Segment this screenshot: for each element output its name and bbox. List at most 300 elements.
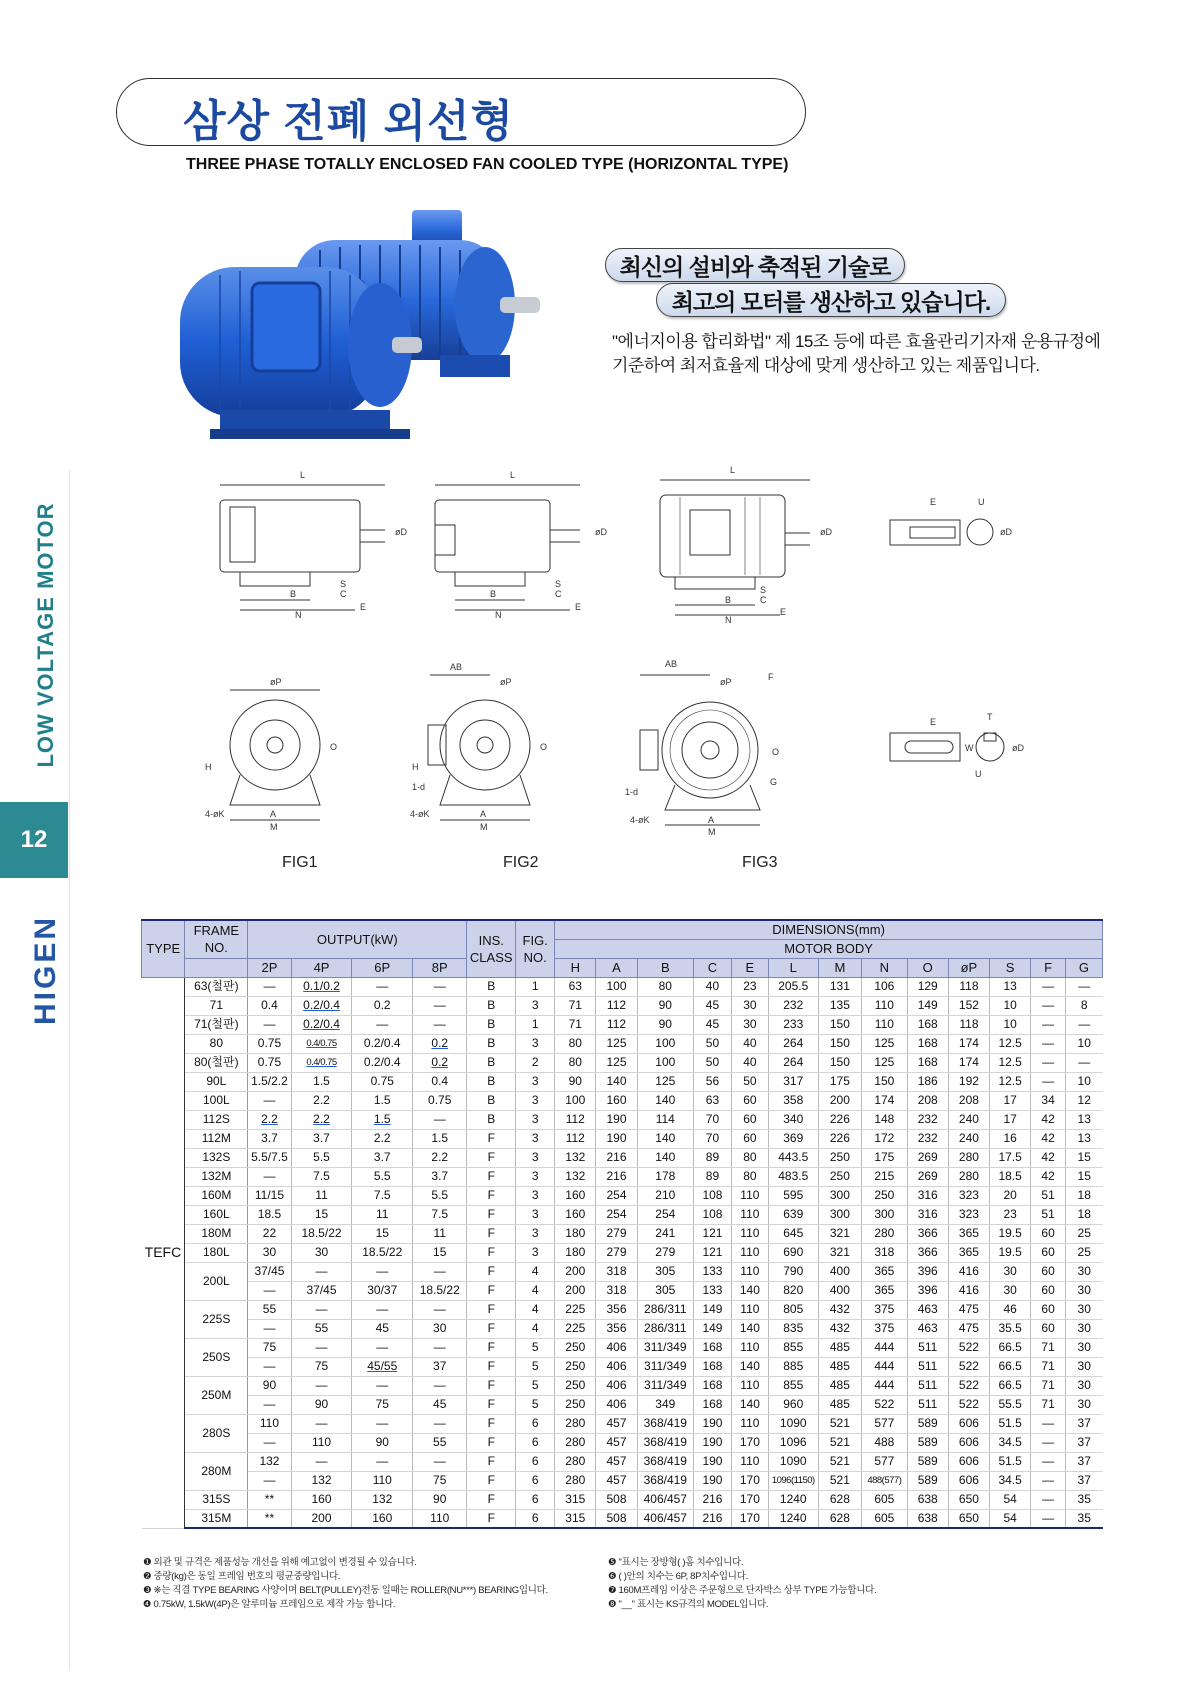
table-cell: — xyxy=(1031,1015,1066,1034)
table-cell: 522 xyxy=(862,1395,908,1414)
header-dim-e: E xyxy=(731,958,768,977)
table-row xyxy=(142,1262,1103,1281)
table-cell: 279 xyxy=(637,1243,693,1262)
table-cell: 650 xyxy=(948,1490,989,1509)
table-cell: 210 xyxy=(637,1186,693,1205)
table-row xyxy=(142,1395,1103,1414)
table-cell: — xyxy=(248,1357,291,1376)
table-cell: 71 xyxy=(1031,1376,1066,1395)
table-cell: F xyxy=(467,1471,516,1490)
table-cell: 80 xyxy=(637,977,693,996)
table-cell: — xyxy=(248,1395,291,1414)
table-cell: 457 xyxy=(596,1471,637,1490)
table-cell: 186 xyxy=(907,1072,948,1091)
table-cell: — xyxy=(413,1262,467,1281)
frame-cell: 250S xyxy=(185,1338,248,1376)
table-cell: F xyxy=(467,1300,516,1319)
header-pole-2p: 2P xyxy=(248,958,291,977)
table-cell: 2.2 xyxy=(291,1110,352,1129)
table-cell: 368/419 xyxy=(637,1471,693,1490)
table-row xyxy=(142,1243,1103,1262)
header-pole-6p: 6P xyxy=(352,958,413,977)
table-cell: 240 xyxy=(948,1110,989,1129)
table-cell: 148 xyxy=(862,1110,908,1129)
table-cell: 264 xyxy=(768,1034,818,1053)
table-cell: 311/349 xyxy=(637,1338,693,1357)
table-cell: 368/419 xyxy=(637,1433,693,1452)
page-number: 12 xyxy=(0,802,68,878)
table-cell: 175 xyxy=(862,1148,908,1167)
table-cell: 23 xyxy=(990,1205,1031,1224)
table-cell: 340 xyxy=(768,1110,818,1129)
table-cell: 18 xyxy=(1065,1186,1102,1205)
frame-cell: 280S xyxy=(185,1414,248,1452)
table-row xyxy=(142,1433,1103,1452)
table-cell: 416 xyxy=(948,1281,989,1300)
header-dim-s: S xyxy=(990,958,1031,977)
table-cell: 3 xyxy=(516,996,555,1015)
table-cell: 521 xyxy=(818,1452,861,1471)
table-cell: — xyxy=(248,1471,291,1490)
table-cell: 650 xyxy=(948,1509,989,1528)
table-cell: 396 xyxy=(907,1281,948,1300)
table-cell: F xyxy=(467,1338,516,1357)
table-cell: 30 xyxy=(1065,1300,1102,1319)
table-cell: 3 xyxy=(516,1148,555,1167)
table-cell: 34 xyxy=(1031,1091,1066,1110)
table-row xyxy=(142,1319,1103,1338)
table-cell: 0.4/0.75 xyxy=(291,1034,352,1053)
table-cell: 457 xyxy=(596,1414,637,1433)
table-cell: 30 xyxy=(990,1281,1031,1300)
table-cell: 60 xyxy=(1031,1243,1066,1262)
svg-text:E: E xyxy=(575,602,582,612)
table-cell: 3 xyxy=(516,1243,555,1262)
table-cell: 110 xyxy=(413,1509,467,1528)
table-cell: 149 xyxy=(693,1300,731,1319)
header-ins: INS. CLASS xyxy=(467,920,516,977)
table-cell: 3.7 xyxy=(248,1129,291,1148)
table-cell: — xyxy=(248,1091,291,1110)
header-output: OUTPUT(kW) xyxy=(248,920,467,958)
page-title-box xyxy=(116,78,806,146)
table-cell: 443.5 xyxy=(768,1148,818,1167)
table-cell: 35.5 xyxy=(990,1319,1031,1338)
table-cell: 45/55 xyxy=(352,1357,413,1376)
table-cell: 174 xyxy=(862,1091,908,1110)
fig1-label: FIG1 xyxy=(282,854,318,871)
note-item: ❷ 중량(kg)은 동일 프레임 번호의 평균중량입니다. xyxy=(143,1571,341,1582)
svg-text:N: N xyxy=(495,610,502,620)
table-cell: 205.5 xyxy=(768,977,818,996)
table-cell: B xyxy=(467,1091,516,1110)
table-cell: — xyxy=(413,1452,467,1471)
header-pole-4p: 4P xyxy=(291,958,352,977)
table-cell: 368/419 xyxy=(637,1414,693,1433)
table-cell: ** xyxy=(248,1509,291,1528)
table-cell: F xyxy=(467,1243,516,1262)
svg-text:L: L xyxy=(730,465,736,475)
table-cell: F xyxy=(467,1186,516,1205)
table-cell: 178 xyxy=(637,1167,693,1186)
table-cell: 311/349 xyxy=(637,1376,693,1395)
table-cell: 56 xyxy=(693,1072,731,1091)
table-cell: 112 xyxy=(596,996,637,1015)
header-pole-8p: 8P xyxy=(413,958,467,977)
table-cell: 30 xyxy=(1065,1319,1102,1338)
table-row xyxy=(142,1148,1103,1167)
table-cell: 60 xyxy=(1031,1319,1066,1338)
frame-cell: 315M xyxy=(185,1509,248,1528)
table-cell: 279 xyxy=(596,1224,637,1243)
table-cell: 463 xyxy=(907,1319,948,1338)
table-cell: 110 xyxy=(862,1015,908,1034)
table-cell: 168 xyxy=(693,1395,731,1414)
table-cell: 1.5/2.2 xyxy=(248,1072,291,1091)
table-cell: 200 xyxy=(555,1281,596,1300)
svg-text:AB: AB xyxy=(665,659,678,669)
note-item: ❽ "__" 표시는 KS규격의 MODEL입니다. xyxy=(608,1599,769,1610)
table-cell: 358 xyxy=(768,1091,818,1110)
table-cell: 18.5 xyxy=(990,1167,1031,1186)
table-cell: 315 xyxy=(555,1509,596,1528)
table-cell: 250 xyxy=(818,1148,861,1167)
note-item: ❹ 0.75kW, 1.5kW(4P)은 알루미늄 프레임으로 제작 가능 합니다. xyxy=(143,1599,396,1610)
table-cell: 316 xyxy=(907,1205,948,1224)
table-cell: 2 xyxy=(516,1053,555,1072)
table-cell: 416 xyxy=(948,1262,989,1281)
table-cell: 232 xyxy=(768,996,818,1015)
table-cell: 90 xyxy=(291,1395,352,1414)
table-cell: 365 xyxy=(948,1224,989,1243)
table-cell: 226 xyxy=(818,1110,861,1129)
table-cell: 690 xyxy=(768,1243,818,1262)
table-cell: 170 xyxy=(731,1490,768,1509)
table-cell: 208 xyxy=(948,1091,989,1110)
header-dim-f: F xyxy=(1031,958,1066,977)
header-dim-b: B xyxy=(637,958,693,977)
table-cell: 3 xyxy=(516,1129,555,1148)
table-cell: — xyxy=(1065,1015,1102,1034)
frame-cell: 180L xyxy=(185,1243,248,1262)
table-cell: 522 xyxy=(948,1376,989,1395)
table-cell: 110 xyxy=(731,1414,768,1433)
table-cell: F xyxy=(467,1414,516,1433)
table-cell: 150 xyxy=(862,1072,908,1091)
header-dimensions: DIMENSIONS(mm) xyxy=(555,920,1103,939)
table-cell: F xyxy=(467,1376,516,1395)
table-cell: 174 xyxy=(948,1034,989,1053)
svg-text:G: G xyxy=(770,777,778,787)
table-cell: 30 xyxy=(1065,1262,1102,1281)
table-cell: 35 xyxy=(1065,1509,1102,1528)
table-cell: 55 xyxy=(248,1300,291,1319)
table-cell: 125 xyxy=(596,1034,637,1053)
table-row xyxy=(142,1357,1103,1376)
table-cell: 323 xyxy=(948,1186,989,1205)
table-cell: 140 xyxy=(637,1091,693,1110)
table-cell: F xyxy=(467,1262,516,1281)
table-cell: 18.5/22 xyxy=(413,1281,467,1300)
table-cell: 485 xyxy=(818,1376,861,1395)
table-cell: 280 xyxy=(555,1452,596,1471)
table-cell: 0.2/0.4 xyxy=(291,996,352,1015)
table-cell: 108 xyxy=(693,1205,731,1224)
table-cell: 7.5 xyxy=(291,1167,352,1186)
frame-cell: 80(철판) xyxy=(185,1053,248,1072)
frame-cell: 80 xyxy=(185,1034,248,1053)
table-cell: 45 xyxy=(693,1015,731,1034)
header-dim-h: H xyxy=(555,958,596,977)
table-cell: 37/45 xyxy=(291,1281,352,1300)
frame-cell: 71 xyxy=(185,996,248,1015)
table-cell: 51.5 xyxy=(990,1452,1031,1471)
header-dim-g: G xyxy=(1065,958,1102,977)
table-cell: 42 xyxy=(1031,1129,1066,1148)
header-type: TYPE xyxy=(142,920,185,977)
table-cell: 80 xyxy=(731,1167,768,1186)
table-cell: 114 xyxy=(637,1110,693,1129)
svg-text:T: T xyxy=(987,712,993,722)
frame-cell: 112S xyxy=(185,1110,248,1129)
table-cell: 37 xyxy=(413,1357,467,1376)
table-cell: 10 xyxy=(1065,1072,1102,1091)
table-cell: 75 xyxy=(352,1395,413,1414)
table-cell: 365 xyxy=(862,1281,908,1300)
table-cell: 70 xyxy=(693,1110,731,1129)
table-cell: 300 xyxy=(818,1186,861,1205)
svg-text:A: A xyxy=(270,809,277,819)
table-cell: 1.5 xyxy=(352,1091,413,1110)
table-cell: 321 xyxy=(818,1243,861,1262)
table-cell: 254 xyxy=(596,1205,637,1224)
table-cell: 6 xyxy=(516,1433,555,1452)
svg-text:S: S xyxy=(555,579,562,589)
table-cell: 368/419 xyxy=(637,1452,693,1471)
table-cell: 60 xyxy=(731,1110,768,1129)
table-cell: 1.5 xyxy=(352,1110,413,1129)
table-cell: — xyxy=(413,996,467,1015)
table-cell: 0.75 xyxy=(352,1072,413,1091)
table-cell: F xyxy=(467,1509,516,1528)
svg-text:N: N xyxy=(725,615,732,625)
table-cell: — xyxy=(352,1452,413,1471)
table-cell: 5.5 xyxy=(291,1148,352,1167)
table-row xyxy=(142,1091,1103,1110)
table-cell: B xyxy=(467,1053,516,1072)
svg-text:S: S xyxy=(340,579,347,589)
table-cell: 19.5 xyxy=(990,1243,1031,1262)
table-cell: 60 xyxy=(1031,1300,1066,1319)
table-cell: 18 xyxy=(1065,1205,1102,1224)
table-cell: 180 xyxy=(555,1243,596,1262)
table-cell: 106 xyxy=(862,977,908,996)
table-cell: 369 xyxy=(768,1129,818,1148)
table-cell: — xyxy=(291,1452,352,1471)
table-cell: 16 xyxy=(990,1129,1031,1148)
table-cell: 280 xyxy=(948,1167,989,1186)
table-cell: 311/349 xyxy=(637,1357,693,1376)
table-cell: 140 xyxy=(731,1281,768,1300)
table-cell: 254 xyxy=(637,1205,693,1224)
svg-text:F: F xyxy=(768,672,774,682)
table-cell: 606 xyxy=(948,1433,989,1452)
table-cell: 463 xyxy=(907,1300,948,1319)
table-cell: 110 xyxy=(731,1224,768,1243)
fig1-front-view xyxy=(205,677,337,832)
notes-left xyxy=(143,1556,613,1612)
table-cell: 589 xyxy=(907,1452,948,1471)
fig3-front-view xyxy=(625,659,779,837)
table-cell: 11 xyxy=(291,1186,352,1205)
table-cell: 18.5/22 xyxy=(291,1224,352,1243)
table-cell: — xyxy=(413,1376,467,1395)
svg-text:C: C xyxy=(760,595,767,605)
table-cell: 30 xyxy=(1065,1338,1102,1357)
table-cell: 30 xyxy=(731,1015,768,1034)
table-cell: F xyxy=(467,1224,516,1243)
table-cell: 66.5 xyxy=(990,1376,1031,1395)
frame-cell: 200L xyxy=(185,1262,248,1300)
table-cell: 160 xyxy=(291,1490,352,1509)
table-cell: — xyxy=(1031,1034,1066,1053)
table-cell: 42 xyxy=(1031,1110,1066,1129)
table-cell: 30 xyxy=(413,1319,467,1338)
table-cell: 30 xyxy=(1065,1281,1102,1300)
table-cell: 110 xyxy=(731,1186,768,1205)
table-cell: 432 xyxy=(818,1300,861,1319)
table-cell: 6 xyxy=(516,1452,555,1471)
table-cell: 149 xyxy=(907,996,948,1015)
table-cell: 80 xyxy=(555,1053,596,1072)
table-cell: 215 xyxy=(862,1167,908,1186)
table-cell: 318 xyxy=(596,1281,637,1300)
table-cell: 168 xyxy=(693,1338,731,1357)
svg-text:M: M xyxy=(708,827,716,837)
table-cell: 280 xyxy=(862,1224,908,1243)
table-cell: 0.4/0.75 xyxy=(291,1053,352,1072)
table-cell: 488 xyxy=(862,1433,908,1452)
table-cell: 1240 xyxy=(768,1490,818,1509)
table-row xyxy=(142,1186,1103,1205)
table-cell: 160 xyxy=(352,1509,413,1528)
header-dim-phip: øP xyxy=(948,958,989,977)
table-cell: 175 xyxy=(818,1072,861,1091)
table-cell: 280 xyxy=(555,1414,596,1433)
table-cell: 140 xyxy=(596,1072,637,1091)
table-cell: 1090 xyxy=(768,1414,818,1433)
slogan-line-2: 최고의 모터를 생산하고 있습니다. xyxy=(656,283,1006,317)
table-cell: 50 xyxy=(731,1072,768,1091)
table-cell: 54 xyxy=(990,1490,1031,1509)
table-cell: 90 xyxy=(413,1490,467,1509)
frame-cell: 112M xyxy=(185,1129,248,1148)
table-cell: 150 xyxy=(818,1053,861,1072)
table-cell: B xyxy=(467,1034,516,1053)
table-cell: 121 xyxy=(693,1243,731,1262)
table-cell: 192 xyxy=(948,1072,989,1091)
table-cell: 22 xyxy=(248,1224,291,1243)
svg-text:øP: øP xyxy=(500,677,512,687)
table-cell: B xyxy=(467,996,516,1015)
table-cell: 11 xyxy=(352,1205,413,1224)
table-cell: 820 xyxy=(768,1281,818,1300)
table-cell: 34.5 xyxy=(990,1471,1031,1490)
note-item: ❼ 160M프레임 이상은 주문형으로 단자박스 상부 TYPE 가능합니다. xyxy=(608,1585,877,1596)
svg-text:1-d: 1-d xyxy=(412,782,426,792)
table-cell: 89 xyxy=(693,1148,731,1167)
table-cell: ** xyxy=(248,1490,291,1509)
table-cell: 132 xyxy=(555,1148,596,1167)
table-cell: 160 xyxy=(555,1186,596,1205)
table-cell: 1.5 xyxy=(413,1129,467,1148)
table-cell: 3 xyxy=(516,1072,555,1091)
table-cell: 1096(1150) xyxy=(768,1471,818,1490)
table-cell: 25 xyxy=(1065,1243,1102,1262)
table-cell: — xyxy=(413,1110,467,1129)
table-cell: 125 xyxy=(862,1034,908,1053)
table-cell: 71 xyxy=(1031,1338,1066,1357)
table-cell: 125 xyxy=(637,1072,693,1091)
table-cell: 12 xyxy=(1065,1091,1102,1110)
table-cell: 475 xyxy=(948,1319,989,1338)
table-cell: 51 xyxy=(1031,1205,1066,1224)
table-row xyxy=(142,1129,1103,1148)
table-cell: 37 xyxy=(1065,1414,1102,1433)
svg-text:M: M xyxy=(480,822,488,832)
page-subtitle: THREE PHASE TOTALLY ENCLOSED FAN COOLED TYPE (HORIZONTAL TYPE) xyxy=(186,156,789,173)
table-cell: 42 xyxy=(1031,1167,1066,1186)
table-cell: 400 xyxy=(818,1262,861,1281)
table-cell: 15 xyxy=(291,1205,352,1224)
table-cell: 396 xyxy=(907,1262,948,1281)
table-row xyxy=(142,1205,1103,1224)
table-cell: 110 xyxy=(731,1262,768,1281)
table-cell: — xyxy=(1031,1509,1066,1528)
table-cell: 45 xyxy=(693,996,731,1015)
table-cell: 0.2/0.4 xyxy=(352,1034,413,1053)
table-cell: — xyxy=(248,1015,291,1034)
header-frame: FRAME NO. xyxy=(185,920,248,958)
table-cell: 71 xyxy=(1031,1395,1066,1414)
table-cell: 406 xyxy=(596,1395,637,1414)
table-cell: — xyxy=(248,1167,291,1186)
table-cell: 2.2 xyxy=(352,1129,413,1148)
table-cell: — xyxy=(1031,1471,1066,1490)
table-cell: 444 xyxy=(862,1338,908,1357)
table-cell: 511 xyxy=(907,1338,948,1357)
table-cell: 2.2 xyxy=(291,1091,352,1110)
table-cell: 0.75 xyxy=(248,1053,291,1072)
table-cell: 225 xyxy=(555,1300,596,1319)
table-cell: 40 xyxy=(731,1034,768,1053)
table-cell: 406 xyxy=(596,1338,637,1357)
svg-text:U: U xyxy=(978,497,985,507)
table-cell: 40 xyxy=(731,1053,768,1072)
frame-cell: 160L xyxy=(185,1205,248,1224)
table-cell: 70 xyxy=(693,1129,731,1148)
table-cell: 225 xyxy=(555,1319,596,1338)
table-cell: 269 xyxy=(907,1167,948,1186)
table-row xyxy=(142,1300,1103,1319)
svg-text:B: B xyxy=(490,589,497,599)
table-cell: — xyxy=(248,1281,291,1300)
table-cell: 508 xyxy=(596,1509,637,1528)
table-cell: 150 xyxy=(818,1015,861,1034)
table-cell: 13 xyxy=(1065,1129,1102,1148)
frame-cell: 71(철판) xyxy=(185,1015,248,1034)
table-cell: 75 xyxy=(291,1357,352,1376)
